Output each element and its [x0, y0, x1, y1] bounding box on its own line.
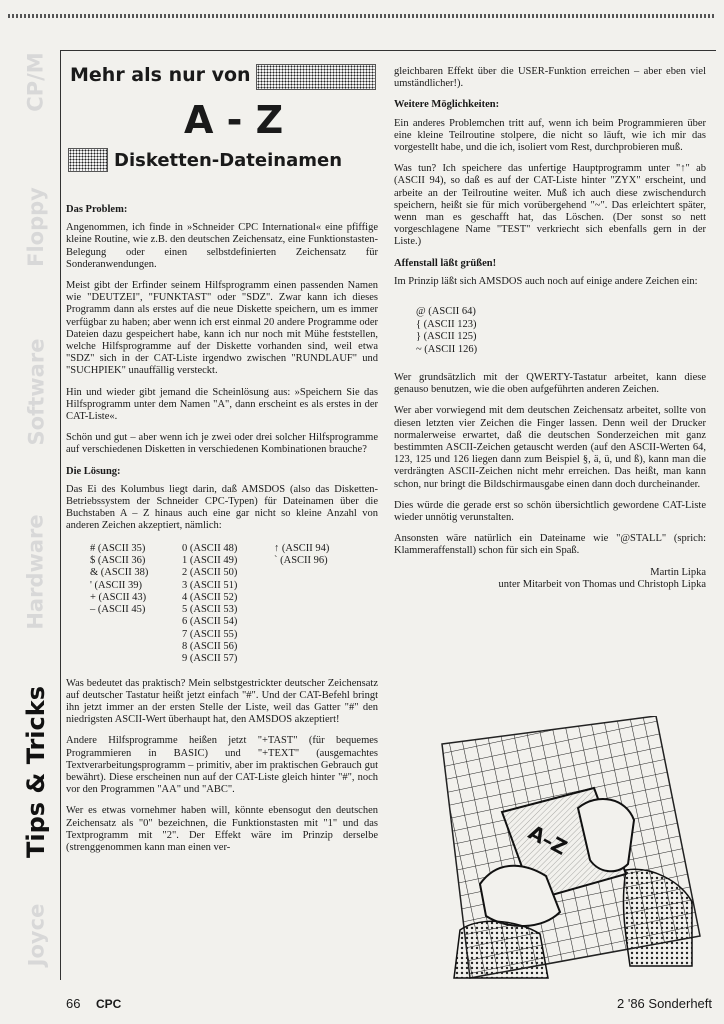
title-halftone-bottom [68, 148, 108, 172]
side-tab-hardware: Hardware [24, 514, 48, 630]
paragraph: Wer aber vorwiegend mit dem deutschen Zeichensatz arbeitet, sollte von diesen letzten vier Zeichen die Finger lassen. Denn weil der Drucker normalerweise erwartet, daß die deutschen Sonderzeichen mit ganz bestimmten ASCII-Zeichen getauscht werden (auf den ASCII-Werten 64, 123, 125 und 126 liegen dann zum Beispiel §, ä, ü, und ß), kann man die verdrängten ASCII-Zeichen nicht mehr erreichen. Das heißt, man kann schon, nur bringt die Bildschirmausgabe einen dann doch durcheinander. [394, 405, 706, 490]
ascii-character-table [90, 543, 378, 666]
side-tab-cpm: CP/M [24, 52, 48, 112]
issue-label: 2 '86 Sonderheft [617, 996, 712, 1011]
heading-solution: Die Lösung: [66, 465, 121, 477]
author-credit: Martin Lipka [650, 566, 706, 578]
paragraph: Das Ei des Kolumbus liegt darin, daß AMSDOS (also das Disketten-Betriebssystem der Schneider CPC-Typen) für Dateinamen über die Buchstaben A – Z hinaus auch eine gar nicht so kleine Anzahl von anderen Zeichen akzeptiert, nämlich: [66, 483, 378, 532]
paragraph: Ansonsten wäre natürlich ein Dateiname wie "@STALL" (sprich: Klammeraffenstall) schon für sich ein Spaß. [394, 533, 706, 557]
paragraph: Was bedeutet das praktisch? Mein selbstgestrickter deutscher Zeichensatz auf deutscher Tastatur heißt jetzt einfach "#". Und der CAT-Befehl bringt ihn jetzt immer an der ersten Stelle der Liste, weil das Gatter "#" den niedrigsten ASCII-Wert überhaupt hat, den AMSDOS akzeptiert! [66, 677, 378, 726]
side-tab-floppy: Floppy [24, 187, 49, 267]
top-dotted-rule [8, 14, 716, 18]
paragraph: Wer es etwas vornehmer haben will, könnte ebensogut den deutschen Zeichensatz als "0" bezeichnen, die Funktionstasten mit "1" und das Textprogramm mit "2". Der Effekt wäre im Prinzip derselbe (strenggenommen kann man einen ver- [66, 805, 378, 854]
paragraph: Ein anderes Problemchen tritt auf, wenn ich beim Programmieren über eine kleine Teilroutine stolpere, die nicht so läuft, wie ich mir das vorgestellt habe, und die ich, isoliert vom Rest, durchprobieren muß. [394, 117, 706, 154]
heading-problem: Das Problem: [66, 204, 128, 215]
side-tab-joyce: Joyce [24, 903, 48, 966]
heading-affenstall: Affenstall läßt grüßen! [394, 257, 497, 269]
title-line-2: A - Z [184, 98, 284, 142]
author-credit-coauthors: unter Mitarbeit von Thomas und Christoph Lipka [498, 578, 706, 590]
paragraph: Was tun? Ich speichere das unfertige Hauptprogramm unter "↑" ab (ASCII 94), so daß es auf der CAT-Liste hinter "ZYX" erscheint, und arbeite an der Teilroutine weiter. Muß ich auch diese zwischendurch speichern, heißt sie für mich vorübergehend "~". Das erleichtert später, wenn man es geschafft hat, das Löschen. (Der sonst so nett vorgeschlagene Name "TEST" verkriecht sich ebenfalls gern in der Liste.) [394, 163, 706, 248]
left-column [66, 196, 378, 863]
paragraph: gleichbaren Effekt über die USER-Funktion erreichen – aber eben viel umständlicher!). [394, 66, 706, 90]
section-side-tabs [14, 22, 58, 982]
ascii-col-others: ↑ (ASCII 94) ` (ASCII 96) [274, 542, 330, 566]
paragraph: Hin und wieder gibt jemand die Scheinlösung aus: »Speichern Sie das Hilfsprogramm unter dem Namen "A", dann erscheint es als erstes in der CAT-Liste«. [66, 386, 378, 423]
magazine-logo: CPC [96, 997, 122, 1011]
paragraph: Im Prinzip läßt sich AMSDOS auch noch auf einige andere Zeichen ein: [394, 275, 698, 287]
title-line-1: Mehr als nur von [70, 64, 251, 86]
title-line-3: Disketten-Dateinamen [114, 150, 343, 171]
paragraph: Angenommen, ich finde in »Schneider CPC International« eine pfiffige kleine Routine, wie z.B. den deutschen Zeichensatz, eine Funktionstasten-Belegung oder einen selbstdefinierten Zeichensatz für Sonderanwendungen. [66, 222, 378, 270]
ascii-col-digits: 0 (ASCII 48) 1 (ASCII 49) 2 (ASCII 50) 3 (ASCII 51) 4 (ASCII 52) 5 (ASCII 53) 6 (ASCII 54) 7 (ASCII 55) 8 (ASCII 56) 9 (ASCII 57) [182, 542, 238, 665]
ascii-col-symbols: # (ASCII 35) $ (ASCII 36) & (ASCII 38) ' (ASCII 39) + (ASCII 43) – (ASCII 45) [90, 542, 149, 616]
article-title [66, 58, 382, 186]
extra-characters-list: @ (ASCII 64) { (ASCII 123) } (ASCII 125) ~ (ASCII 126) [416, 306, 478, 355]
heading-more-options: Weitere Möglichkeiten: [394, 99, 500, 111]
paragraph: Meist gibt der Erfinder seinem Hilfsprogramm einen passenden Namen wie "DEUTZEI", "FUNKTAST" oder "SDZ". Zwar kann ich dieses Programm dann als erstes auf die neue Diskette speichern, um es immer verfügbar zu haben; aber wenn ich erst einmal 20 andere Programme oder Dateien dazu gespeichert habe, kann ich nur noch mit Mühe feststellen, welche Hilfsprogramme auf der Diskette vorhanden sind, weil etwa "SDZ" sich in der CAT-Liste irgendwo zwischen "RUNDLAUF" und "SUCHPIEK" unauffällig versteckt. [66, 280, 378, 377]
illustration-hands-card [430, 716, 710, 984]
illustration-card-label: A–Z [524, 819, 572, 860]
paragraph: Wer grundsätzlich mit der QWERTY-Tastatur arbeitet, kann diese genauso benutzen, wie die oben aufgeführten anderen Zeichen. [394, 372, 706, 396]
side-tab-tips-tricks: Tips & Tricks [22, 686, 51, 858]
side-tab-software: Software [24, 338, 48, 446]
paragraph: Andere Hilfsprogramme heißen jetzt "+TAST" (für bequemes Programmieren in BASIC) und "+TEXT" (ausgemachtes Textverarbeitungsprogramm – primitiv, aber im praktischen Gebrauch gut bewährt). Diese erscheinen nun auf der CAT-Liste gleich hinter "#", noch vor den Programmen "AA" und "ABC". [66, 735, 378, 796]
paragraph: Schön und gut – aber wenn ich je zwei oder drei solcher Hilfsprogramme auf verschiedenen Disketten in verschiedenen Kombinationen brauche? [66, 432, 378, 456]
page-number: 66 [66, 996, 81, 1011]
page-footer [0, 992, 724, 1016]
right-column [394, 66, 706, 591]
paragraph: Dies würde die gerade erst so schön übersichtlich gewordene CAT-Liste wieder unnötig verunstalten. [394, 499, 706, 524]
title-halftone-top [256, 64, 376, 90]
